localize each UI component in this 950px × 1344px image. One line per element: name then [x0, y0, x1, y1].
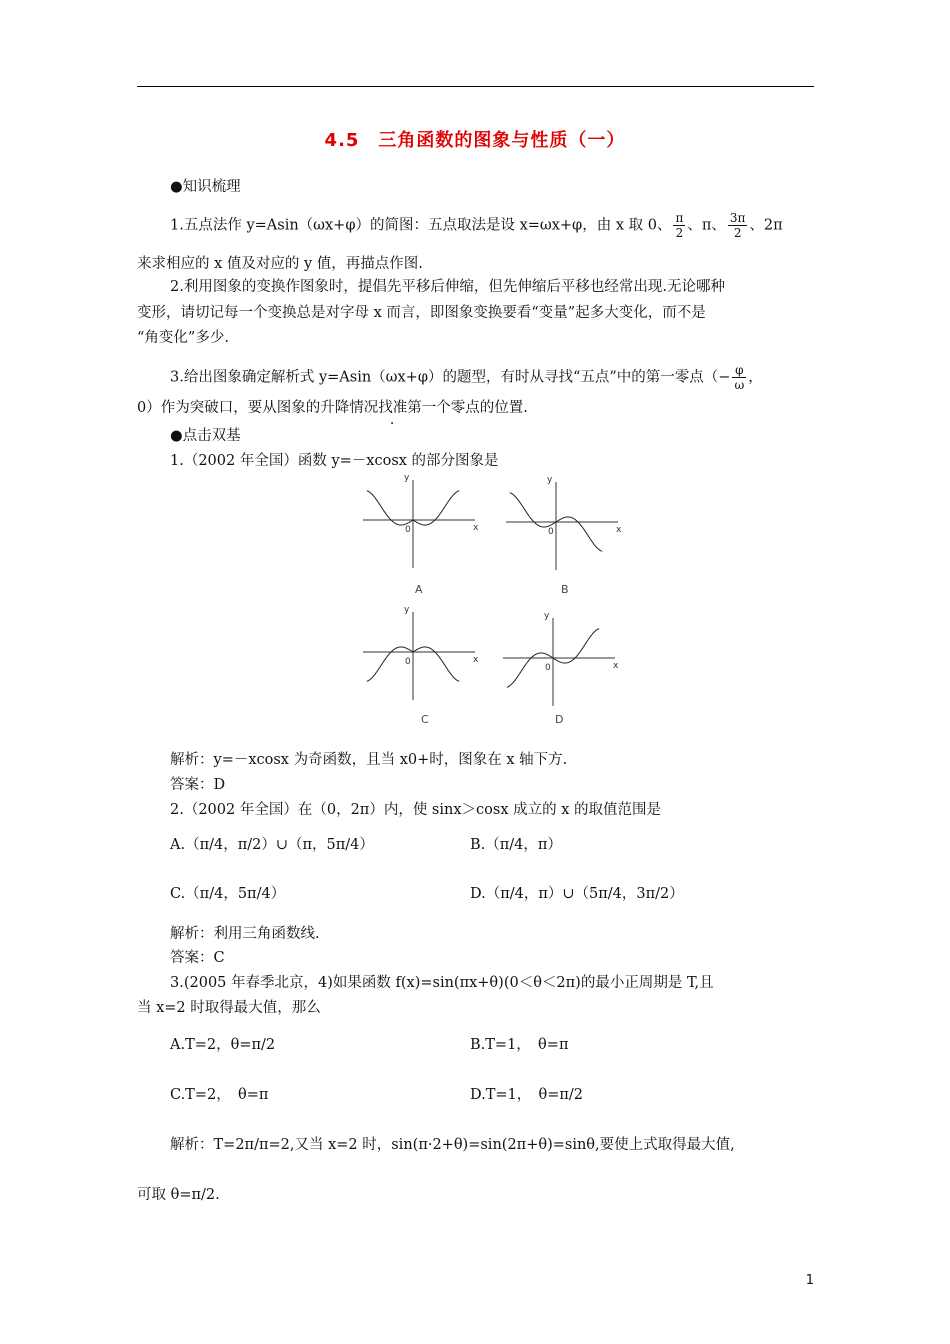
p3-text-b: ，	[748, 369, 763, 386]
origin-label: 0	[545, 663, 551, 673]
question-3-line1: 3.(2005 年春季北京，4)如果函数 f(x)=sin(πx+θ)(0＜θ＜2π)的最小正周期是 T,且	[170, 975, 714, 991]
paragraph-3-line2: 0）作为突破口，要从图象的升降情况找准第一个零点的位置.	[137, 400, 528, 416]
q3-option-d: D.T=1， θ=π/2	[470, 1087, 584, 1103]
origin-label: 0	[548, 527, 554, 537]
graph-label-a: A	[415, 583, 423, 596]
y-axis-label: y	[544, 611, 550, 621]
q2-analysis: 解析：利用三角函数线.	[170, 926, 320, 942]
x-axis-label: x	[613, 661, 619, 671]
emphasis-dots: 找准	[378, 400, 408, 416]
q2-option-a: A.（π/4，π/2）∪（π，5π/4）	[170, 837, 374, 853]
q2-option-c: C.（π/4，5π/4）	[170, 886, 286, 902]
q2-answer: 答案：C	[170, 950, 225, 966]
fraction-pi-over-2: $\frac{\pi}{2}$	[675, 211, 684, 240]
question-3-line2: 当 x=2 时取得最大值，那么	[137, 1000, 321, 1016]
graph-label-d: D	[555, 713, 564, 726]
origin-label: 0	[405, 525, 411, 535]
section-heading-knowledge: ●知识梳理	[170, 179, 241, 195]
fraction-3pi-over-2: $\frac{3\pi}{2}$	[729, 211, 746, 240]
q3-analysis: 解析：T=2π/π=2,又当 x=2 时，sin(π·2+θ)=sin(2π+θ)=sinθ,要使上式取得最大值,	[170, 1137, 735, 1153]
paragraph-2-line2: 变形，请切记每一个变换总是对字母 x 而言，即图象变换要看“变量”起多大变化，而不是	[137, 305, 706, 321]
x-axis-label: x	[616, 525, 622, 535]
q2-option-b: B.（π/4，π）	[470, 837, 562, 853]
q3-option-b: B.T=1， θ=π	[470, 1037, 569, 1053]
paragraph-1-line2: 来求相应的 x 值及对应的 y 值，再描点作图.	[137, 256, 423, 272]
question-2-stem: 2.（2002 年全国）在（0，2π）内，使 sinx＞cosx 成立的 x 的取值范围是	[170, 802, 662, 818]
page-title: 4.5 三角函数的图象与性质（一）	[324, 130, 626, 151]
p1-text-a: 1.五点法作 y=Asin（ωx+φ）的简图：五点取法是设 x=ωx+φ，由 x 取 0、	[170, 217, 672, 234]
question-1-stem: 1.（2002 年全国）函数 y=－xcosx 的部分图象是	[170, 453, 499, 469]
graph-label-c: C	[421, 713, 429, 726]
graph-label-b: B	[561, 583, 569, 596]
origin-label: 0	[405, 657, 411, 667]
y-axis-label: y	[404, 605, 410, 615]
q3-analysis-line2: 可取 θ=π/2.	[137, 1187, 220, 1203]
q3-option-a: A.T=2，θ=π/2	[170, 1037, 276, 1053]
x-axis-label: x	[473, 523, 479, 533]
paragraph-2-line3: “角变化”多少.	[137, 330, 229, 346]
q2-option-d: D.（π/4，π）∪（5π/4，3π/2）	[470, 886, 684, 902]
fraction-phi-over-omega: $\frac{\varphi}{\omega}$	[734, 363, 745, 392]
y-axis-label: y	[547, 475, 553, 485]
q3-option-c: C.T=2， θ=π	[170, 1087, 269, 1103]
p1-text-c: 、2π	[749, 217, 783, 234]
p3-text-a: 3.给出图象确定解析式 y=Asin（ωx+φ）的题型，有时从寻找“五点”中的第一零点（−	[170, 369, 731, 386]
paragraph-2-line1: 2.利用图象的变换作图象时，提倡先平移后伸缩，但先伸缩后平移也经常出现.无论哪种	[170, 279, 725, 295]
x-axis-label: x	[473, 655, 479, 665]
section-heading-basics: ●点击双基	[170, 428, 241, 444]
q1-answer: 答案：D	[170, 777, 226, 793]
y-axis-label: y	[404, 473, 410, 483]
page-number: 1	[805, 1273, 814, 1288]
p1-text-b: 、π、	[687, 217, 726, 234]
q1-analysis: 解析：y=－xcosx 为奇函数，且当 x0+时，图象在 x 轴下方.	[170, 752, 568, 768]
